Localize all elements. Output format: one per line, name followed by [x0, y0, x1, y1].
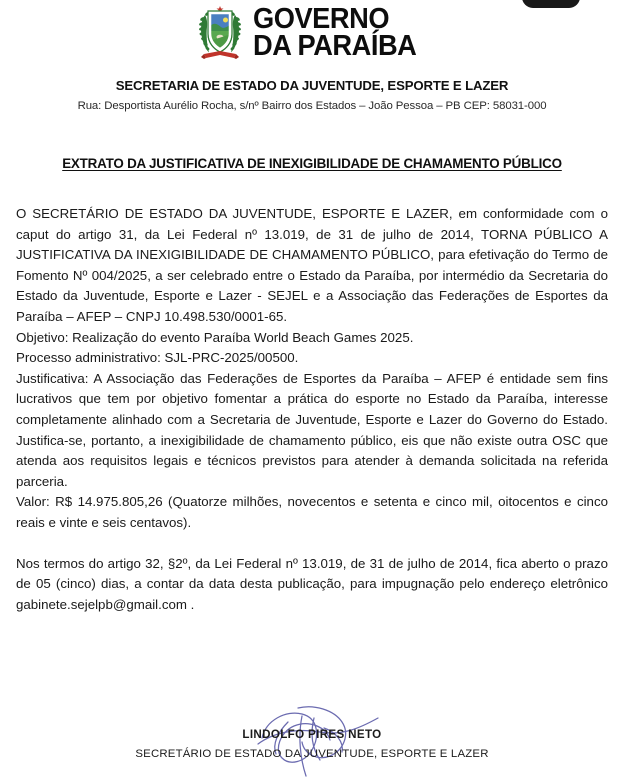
brasao-paraiba-coat-of-arms-icon [197, 5, 243, 61]
wordmark-line-1: GOVERNO [253, 3, 390, 36]
document-title: EXTRATO DA JUSTIFICATIVA DE INEXIGIBILIDADE DE CHAMAMENTO PÚBLICO [62, 156, 562, 171]
paragraph-preamble: O SECRETÁRIO DE ESTADO DA JUVENTUDE, ESPORTE E LAZER, em conformidade com o caput do artigo 31, da Lei Federal nº 13.019, de 31 de julho de 2014, TORNA PÚBLICO A JUSTIFICATIVA DA INEXIGIBILIDADE DE CHAMAMENTO PÚBLICO, para efetivação do Termo de Fomento Nº 004/2025, a ser celebrado entre o Estado da Paraíba, por intermédio da Secretaria do Estado da Juventude, Esporte e Lazer - SEJEL e a Associação das Federações de Esportes da Paraíba – AFEP – CNPJ 10.498.530/0001-65. [16, 206, 608, 324]
government-masthead [16, 0, 608, 64]
wordmark-line-2: DA PARAÍBA [253, 30, 417, 62]
paragraph-justificativa: Justificativa: A Associação das Federações de Esportes da Paraíba – AFEP é entidade sem fins lucrativos que tem por objetivo fomentar a prática do esporte no Estado da Paraíba, interesse completamente alinhado com a Secretaria de Juventude, Esporte e Lazer do Governo do Estado. Justifica-se, portanto, a inexigibilidade de chamamento público, eis que não existe outra OSC que atenda aos requisitos legais e técnicos previstos para atender à demanda solicitada na referida parceria. [16, 370, 608, 489]
paragraph-valor: Valor: R$ 14.975.805,26 (Quatorze milhões, novecentos e setenta e cinco mil, oitocentos e cinco reais e vinte e seis centavos). [16, 494, 608, 530]
signatory-name: LINDOLFO PIRES NETO [242, 728, 382, 741]
signatory-role: SECRETÁRIO DE ESTADO DA JUVENTUDE, ESPORTE E LAZER [135, 748, 489, 760]
paragraph-objetivo: Objetivo: Realização do evento Paraíba World Beach Games 2025. [16, 329, 414, 345]
secretariat-address: Rua: Desportista Aurélio Rocha, s/nº Bairro dos Estados – João Pessoa – PB CEP: 58031-000 [77, 100, 547, 112]
secretariat-name: SECRETARIA DE ESTADO DA JUVENTUDE, ESPORTE E LAZER [115, 78, 509, 93]
signature-block [0, 702, 624, 760]
paragraph-prazo-impugnacao: Nos termos do artigo 32, §2º, da Lei Federal nº 13.019, de 31 de julho de 2014, fica aberto o prazo de 05 (cinco) dias, a contar da data desta publicação, para impugnação pelo endereço eletrônico gabinete.sejelpb@gmail.com . [16, 555, 608, 612]
government-wordmark [253, 3, 417, 62]
paragraph-processo: Processo administrativo: SJL-PRC-2025/00500. [16, 350, 299, 366]
document-body [16, 204, 608, 615]
paragraph-spacer [16, 534, 608, 554]
screen-notch-overlay [522, 0, 580, 8]
